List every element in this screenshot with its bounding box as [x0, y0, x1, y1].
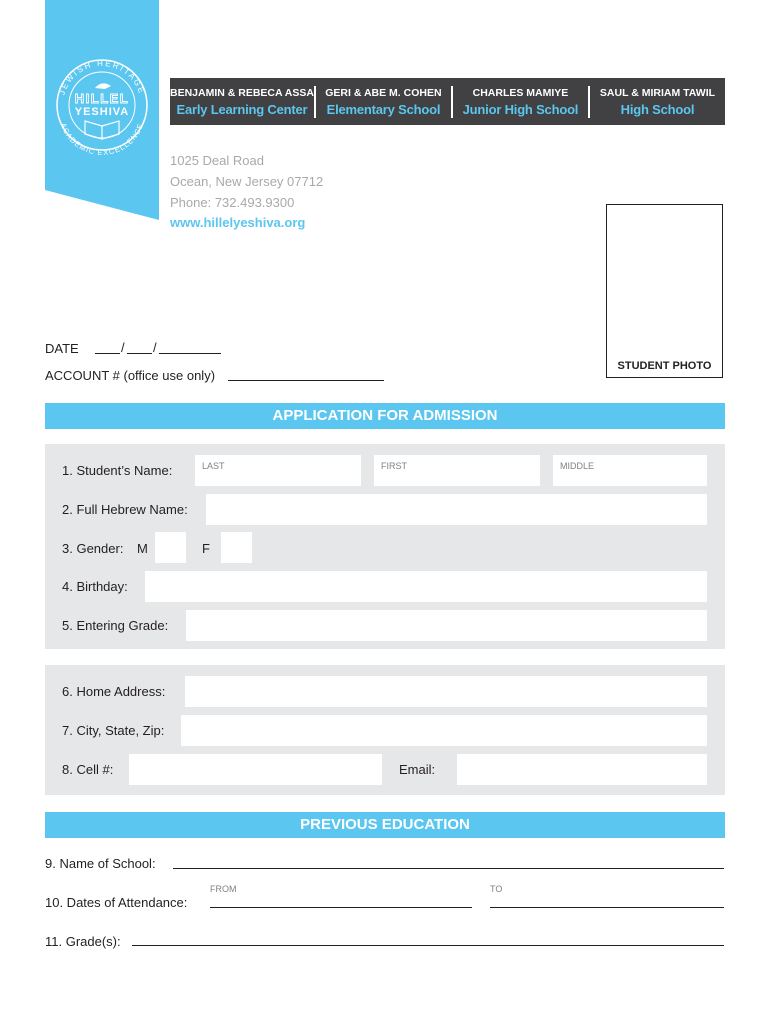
first-name-field[interactable]: [374, 455, 540, 486]
attendance-to-field[interactable]: [490, 907, 724, 908]
email-label: Email:: [399, 762, 436, 777]
address-city: Ocean, New Jersey 07712: [170, 174, 324, 189]
date-label: DATE: [45, 341, 79, 356]
school-elementary: [314, 86, 451, 118]
section-admission-title: APPLICATION FOR ADMISSION: [45, 403, 725, 429]
account-number-field[interactable]: [228, 380, 384, 381]
gender-m-checkbox[interactable]: [155, 532, 186, 563]
entering-grade-field[interactable]: [186, 610, 707, 641]
date-separator: /: [153, 340, 157, 355]
gender-m-label: M: [137, 541, 148, 556]
middle-name-field[interactable]: [553, 455, 707, 486]
dates-attendance-label: 10. Dates of Attendance:: [45, 895, 188, 910]
student-photo-label: STUDENT PHOTO: [617, 360, 712, 372]
attendance-from-field[interactable]: [210, 907, 472, 908]
logo-motto-top: JEWISH HERITAGE: [57, 58, 147, 96]
last-name-field[interactable]: [195, 455, 361, 486]
student-photo-box[interactable]: [606, 204, 723, 378]
school-name: GERI & ABE M. COHEN: [325, 86, 442, 99]
birthday-label: 4. Birthday:: [62, 579, 128, 594]
school-name: CHARLES MAMIYE: [472, 86, 569, 99]
schools-header-strip: [170, 78, 725, 125]
hebrew-name-field[interactable]: [206, 494, 707, 525]
attendance-to-caption: TO: [490, 884, 503, 894]
school-name-field[interactable]: [173, 868, 724, 869]
website-link[interactable]: www.hillelyeshiva.org: [170, 215, 306, 230]
hebrew-name-label: 2. Full Hebrew Name:: [62, 502, 188, 517]
grades-field[interactable]: [132, 945, 724, 946]
grades-label: 11. Grade(s):: [45, 934, 121, 949]
city-state-zip-label: 7. City, State, Zip:: [62, 723, 165, 738]
middle-name-caption: MIDDLE: [560, 461, 595, 471]
date-year-field[interactable]: [159, 353, 221, 354]
school-level: Early Learning Center: [176, 101, 308, 117]
school-level: High School: [620, 101, 695, 117]
school-name: BENJAMIN & REBECA ASSA: [170, 86, 314, 99]
logo-motto-bottom: ACADEMIC EXCELLENCE: [58, 121, 146, 158]
attendance-from-caption: FROM: [210, 884, 237, 894]
date-day-field[interactable]: [127, 353, 152, 354]
cell-field[interactable]: [129, 754, 382, 785]
home-address-label: 6. Home Address:: [62, 684, 166, 699]
address-street: 1025 Deal Road: [170, 153, 264, 168]
date-month-field[interactable]: [95, 353, 120, 354]
school-level: Elementary School: [326, 101, 441, 117]
logo-name-hillel: HILLEL: [74, 91, 130, 106]
section-previous-education-title: PREVIOUS EDUCATION: [45, 812, 725, 838]
logo-name-yeshiva: YESHIVA: [74, 106, 130, 118]
city-state-zip-field[interactable]: [181, 715, 707, 746]
gender-f-checkbox[interactable]: [221, 532, 252, 563]
school-name-label: 9. Name of School:: [45, 856, 156, 871]
home-address-field[interactable]: [185, 676, 707, 707]
school-early-learning: [170, 86, 314, 118]
cell-label: 8. Cell #:: [62, 762, 114, 777]
school-junior-high: [451, 86, 588, 118]
account-label: ACCOUNT # (office use only): [45, 368, 216, 383]
address-phone: Phone: 732.493.9300: [170, 195, 295, 210]
entering-grade-label: 5. Entering Grade:: [62, 618, 169, 633]
birthday-field[interactable]: [145, 571, 707, 602]
school-high-school: [588, 86, 725, 118]
school-name: SAUL & MIRIAM TAWIL: [599, 86, 716, 99]
school-level: Junior High School: [462, 101, 579, 117]
school-logo-banner: [45, 0, 159, 220]
date-separator: /: [121, 340, 125, 355]
email-field[interactable]: [457, 754, 707, 785]
gender-f-label: F: [202, 541, 210, 556]
last-name-caption: LAST: [202, 461, 225, 471]
students-name-label: 1. Student’s Name:: [62, 463, 173, 478]
gender-label: 3. Gender:: [62, 541, 124, 556]
first-name-caption: FIRST: [381, 461, 407, 471]
